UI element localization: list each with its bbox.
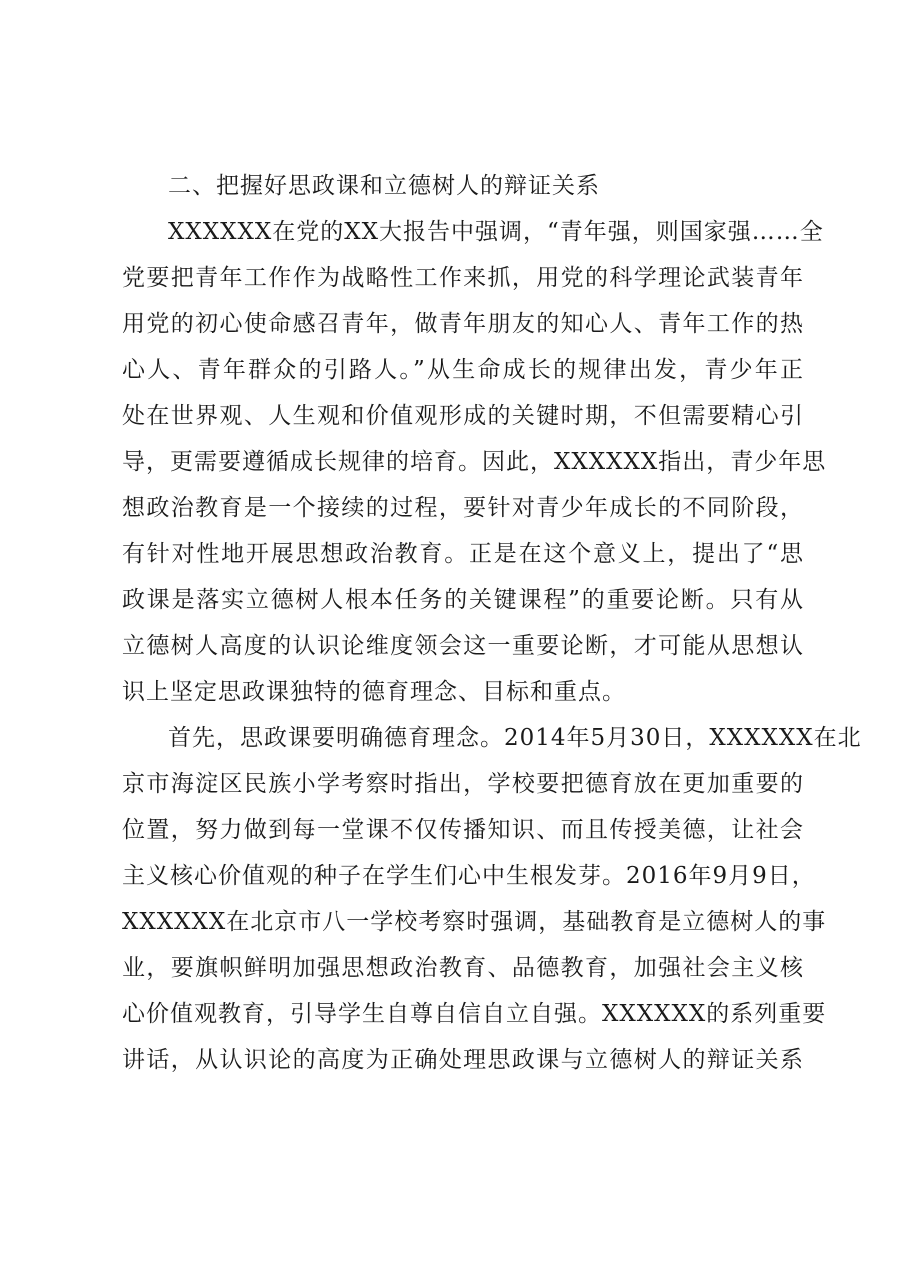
paragraph-2-line: 位置，努力做到每一堂课不仅传播知识、而且传授美德，让社会: [122, 817, 804, 843]
paragraph-2-line: 业，要旗帜鲜明加强思想政治教育、品德教育，加强社会主义核: [122, 955, 804, 981]
paragraph-1-line: 识上坚定思政课独特的德育理念、目标和重点。: [122, 679, 626, 705]
paragraph-2-line: 心价值观教育，引导学生自尊自信自立自强。XXXXXX的系列重要: [122, 1001, 827, 1027]
paragraph-1-line: 立德树人高度的认识论维度领会这一重要论断，才可能从思想认: [122, 633, 804, 659]
paragraph-1-line: XXXXXX在党的XX大报告中强调，“青年强，则国家强……全: [168, 219, 824, 245]
paragraph-1-line: 导，更需要遵循成长规律的培育。因此，XXXXXX指出，青少年思: [122, 449, 827, 475]
paragraph-1-line: 处在世界观、人生观和价值观形成的关键时期，不但需要精心引: [122, 403, 804, 429]
paragraph-1-line: 党要把青年工作作为战略性工作来抓，用党的科学理论武装青年: [122, 265, 804, 291]
paragraph-2-line: 讲话，从认识论的高度为正确处理思政课与立德树人的辩证关系: [122, 1047, 804, 1073]
paragraph-1-line: 心人、青年群众的引路人。”从生命成长的规律出发，青少年正: [122, 357, 804, 383]
section-heading: 二、把握好思政课和立德树人的辩证关系: [168, 173, 600, 199]
paragraph-1-line: 政课是落实立德树人根本任务的关键课程”的重要论断。只有从: [122, 587, 804, 613]
document-body: [122, 163, 862, 1083]
paragraph-2-line: 主义核心价值观的种子在学生们心中生根发芽。2016年9月9日，: [122, 863, 816, 889]
paragraph-1-line: 有针对性地开展思想政治教育。正是在这个意义上，提出了“思: [122, 541, 804, 567]
paragraph-1-line: 用党的初心使命感召青年，做青年朋友的知心人、青年工作的热: [122, 311, 804, 337]
paragraph-2-line: 京市海淀区民族小学考察时指出，学校要把德育放在更加重要的: [122, 771, 804, 797]
paragraph-1-line: 想政治教育是一个接续的过程，要针对青少年成长的不同阶段，: [122, 495, 804, 521]
paragraph-2-line: 首先，思政课要明确德育理念。2014年5月30日，XXXXXX在北: [168, 725, 862, 751]
paragraph-2-line: XXXXXX在北京市八一学校考察时强调，基础教育是立德树人的事: [122, 909, 827, 935]
